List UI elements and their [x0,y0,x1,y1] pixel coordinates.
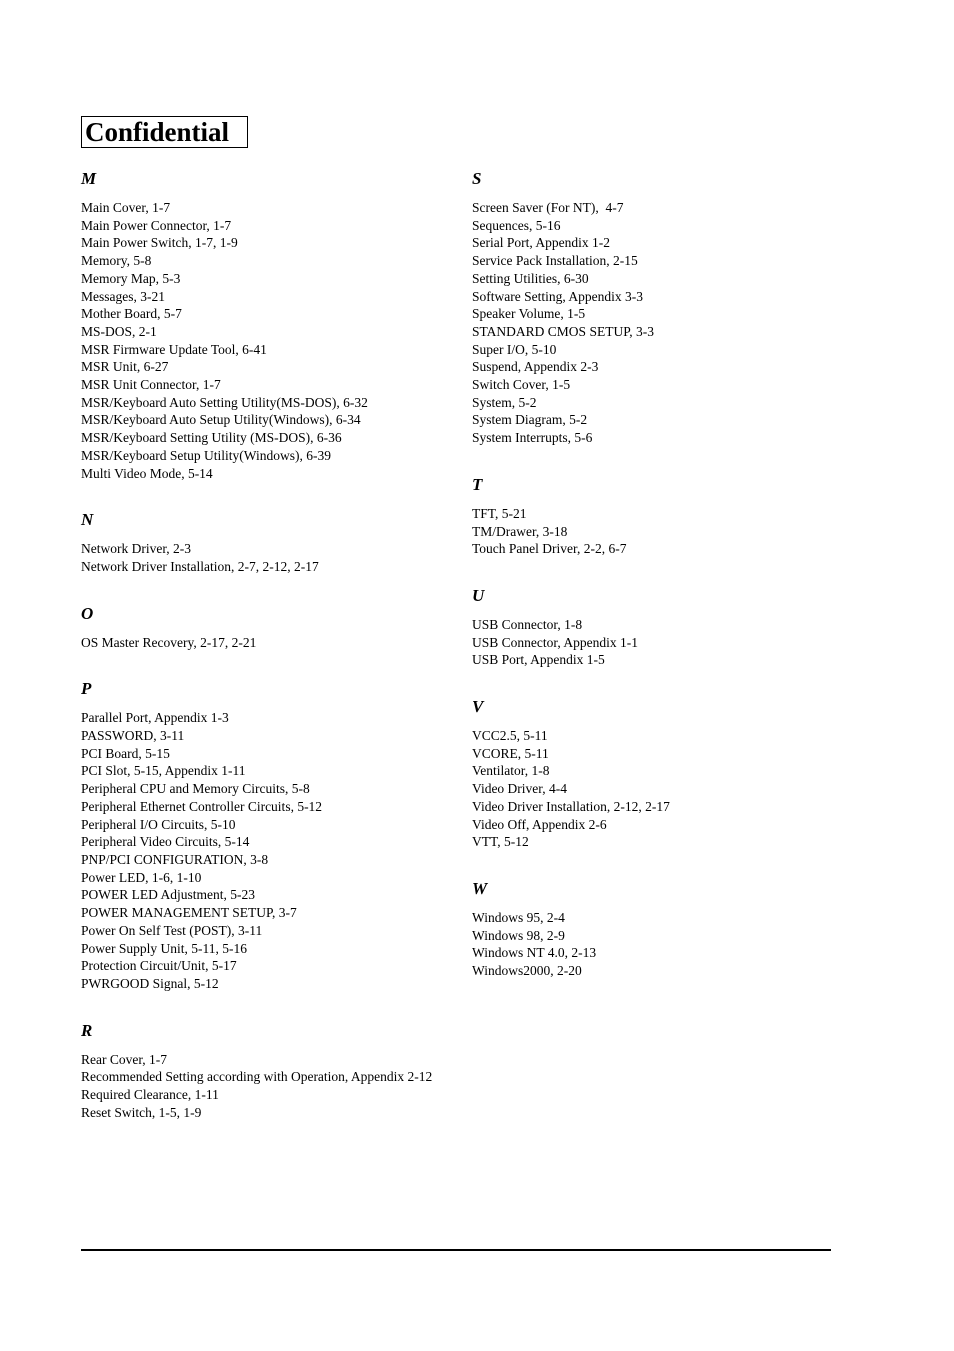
index-entry: USB Connector, 1-8 [472,616,583,632]
entry-list [472,199,852,447]
entry-list [81,1051,461,1122]
index-entry: Sequences, 5-16 [472,217,561,233]
index-entry: PCI Slot, 5-15, Appendix 1-11 [81,763,246,779]
index-entry: VTT, 5-12 [472,834,529,850]
entry-list [81,709,461,992]
index-entry: Peripheral CPU and Memory Circuits, 5-8 [81,781,310,797]
index-section-m [81,168,461,482]
entry-list [81,199,461,482]
section-letter: R [81,1020,93,1040]
index-entry: Windows 95, 2-4 [472,909,565,925]
index-section-v [472,696,852,851]
index-column-left [81,168,461,1148]
entry-list [81,634,461,652]
index-entry: Video Driver, 4-4 [472,781,567,797]
index-entry: TFT, 5-21 [472,505,527,521]
index-section-t [472,474,852,558]
index-entry: Suspend, Appendix 2-3 [472,359,599,375]
index-entry: TM/Drawer, 3-18 [472,523,568,539]
index-entry: MSR Firmware Update Tool, 6-41 [81,341,267,357]
section-letter: U [472,585,485,605]
index-entry: Switch Cover, 1-5 [472,377,571,393]
index-entry: USB Connector, Appendix 1-1 [472,634,638,650]
index-section-s [472,168,852,447]
index-section-n [81,509,461,575]
index-entry: Main Power Connector, 1-7 [81,217,232,233]
index-entry: MSR Unit Connector, 1-7 [81,377,221,393]
index-entry: Service Pack Installation, 2-15 [472,253,638,269]
index-section-o [81,603,461,652]
index-entry: Screen Saver (For NT), 4-7 [472,200,624,215]
index-entry: VCC2.5, 5-11 [472,728,548,744]
index-entry: Peripheral I/O Circuits, 5-10 [81,816,236,832]
index-entry: VCORE, 5-11 [472,745,549,761]
index-entry: Network Driver, 2-3 [81,541,192,557]
index-entry: System Interrupts, 5-6 [472,430,593,446]
index-entry: Required Clearance, 1-11 [81,1087,219,1103]
index-entry: USB Port, Appendix 1-5 [472,652,605,668]
index-entry: Multi Video Mode, 5-14 [81,465,213,481]
index-entry: Touch Panel Driver, 2-2, 6-7 [472,541,627,557]
index-entry: Windows 98, 2-9 [472,927,565,943]
index-entry: Memory Map, 5-3 [81,270,181,286]
section-letter: M [81,169,97,188]
footer-rule [81,1249,831,1251]
section-letter: W [472,878,488,898]
index-entry: Messages, 3-21 [81,288,165,304]
index-entry: Super I/O, 5-10 [472,341,557,357]
index-entry: Memory, 5-8 [81,253,152,269]
index-entry: PWRGOOD Signal, 5-12 [81,975,219,991]
index-entry: MSR/Keyboard Setup Utility(Windows), 6-39 [81,447,331,463]
index-entry: Speaker Volume, 1-5 [472,306,586,322]
index-entry: Power LED, 1-6, 1-10 [81,869,202,885]
index-entry: Reset Switch, 1-5, 1-9 [81,1104,202,1120]
index-entry: Setting Utilities, 6-30 [472,270,589,286]
index-section-u [472,585,852,669]
index-entry: MSR/Keyboard Auto Setup Utility(Windows), 6-34 [81,412,361,428]
index-entry: Main Cover, 1-7 [81,200,171,215]
index-entry: Windows NT 4.0, 2-13 [472,945,597,961]
entry-list [472,505,852,558]
index-entry: PNP/PCI CONFIGURATION, 3-8 [81,851,269,867]
index-entry: PASSWORD, 3-11 [81,728,185,744]
index-entry: Power On Self Test (POST), 3-11 [81,922,263,938]
index-entry: Recommended Setting according with Operation, Appendix 2-12 [81,1069,433,1085]
confidential-label: Confidential [81,116,248,148]
section-letter: N [81,510,94,530]
index-entry: OS Master Recovery, 2-17, 2-21 [81,634,257,650]
entry-list [81,540,461,575]
section-letter: V [472,697,484,717]
index-entry: Network Driver Installation, 2-7, 2-12, 2-17 [81,558,319,574]
index-entry: Main Power Switch, 1-7, 1-9 [81,235,238,251]
entry-list [472,616,852,669]
index-entry: Mother Board, 5-7 [81,306,182,322]
index-entry: Video Driver Installation, 2-12, 2-17 [472,798,670,814]
index-entry: Power Supply Unit, 5-11, 5-16 [81,940,247,956]
index-entry: PCI Board, 5-15 [81,745,170,761]
index-entry: Software Setting, Appendix 3-3 [472,288,643,304]
section-letter: O [81,603,94,623]
section-letter: P [81,679,92,699]
index-section-p [81,678,461,992]
index-entry: Protection Circuit/Unit, 5-17 [81,958,237,974]
entry-list [472,909,852,980]
index-entry: STANDARD CMOS SETUP, 3-3 [472,323,654,339]
index-entry: Parallel Port, Appendix 1-3 [81,710,229,726]
index-entry: MS-DOS, 2-1 [81,323,157,339]
index-entry: MSR/Keyboard Setting Utility (MS-DOS), 6-36 [81,430,342,446]
index-entry: MSR/Keyboard Auto Setting Utility(MS-DOS), 6-32 [81,394,368,410]
index-entry: POWER MANAGEMENT SETUP, 3-7 [81,905,297,921]
index-entry: Windows2000, 2-20 [472,963,582,979]
index-entry: Video Off, Appendix 2-6 [472,816,607,832]
index-entry: MSR Unit, 6-27 [81,359,169,375]
index-entry: Rear Cover, 1-7 [81,1051,168,1067]
index-entry: POWER LED Adjustment, 5-23 [81,887,255,903]
index-entry: Peripheral Video Circuits, 5-14 [81,834,250,850]
index-entry: Ventilator, 1-8 [472,763,550,779]
section-letter: S [472,169,482,188]
section-letter: T [472,474,483,494]
index-section-w [472,878,852,980]
index-entry: Serial Port, Appendix 1-2 [472,235,610,251]
entry-list [472,727,852,851]
index-entry: System, 5-2 [472,394,537,410]
index-column-right [472,168,852,1007]
index-entry: Peripheral Ethernet Controller Circuits, 5-12 [81,798,323,814]
index-section-r [81,1020,461,1122]
index-entry: System Diagram, 5-2 [472,412,588,428]
